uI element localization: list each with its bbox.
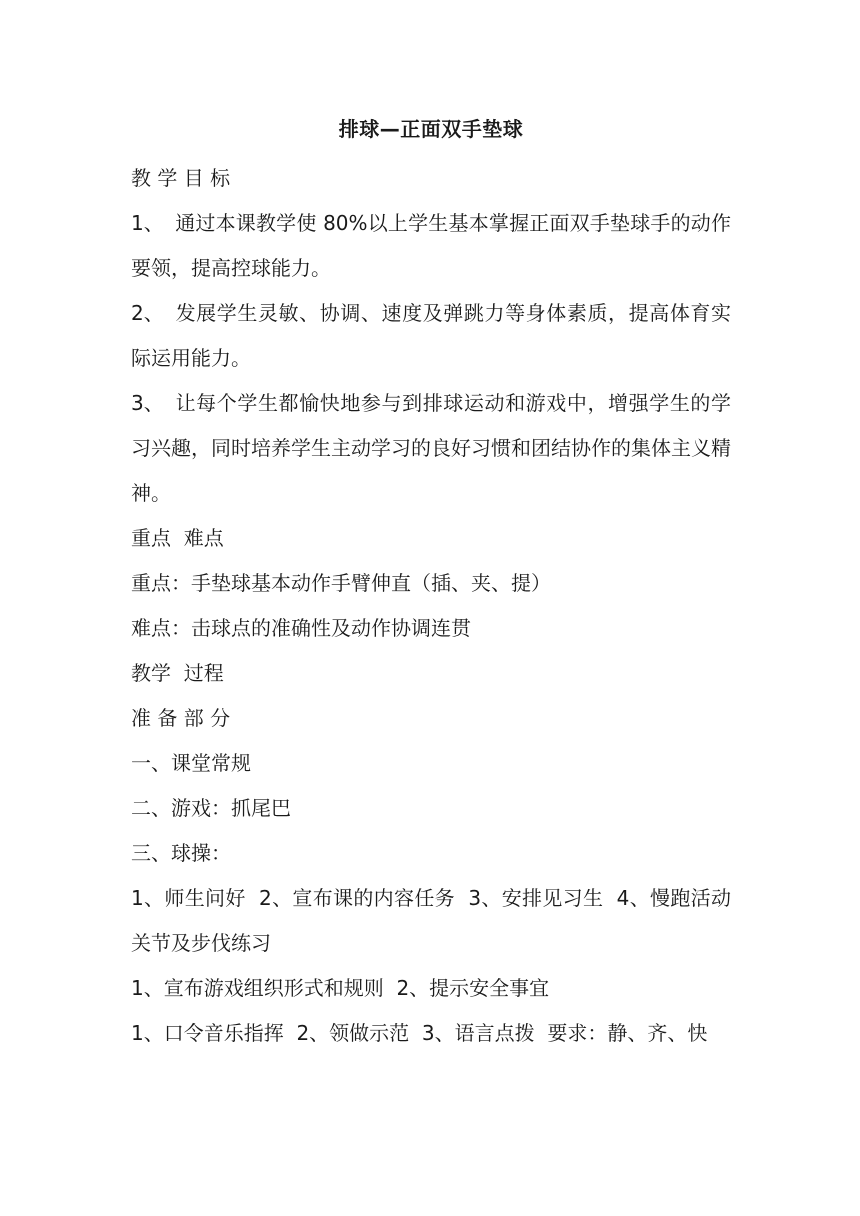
process-heading: 教学 过程: [131, 661, 224, 685]
goal-item-1: [131, 201, 731, 291]
goal-number: 3、: [131, 391, 164, 415]
goals-heading: 教 学 目 标: [131, 166, 231, 190]
page-title: 排球—正面双手垫球: [338, 117, 524, 141]
prep-heading: 准 备 部 分: [131, 706, 231, 730]
key-difficult-heading: 重点 难点: [131, 526, 224, 550]
goal-item-3: [131, 381, 731, 516]
prep-item: 三、球操：: [131, 841, 231, 865]
prep-item: 二、游戏：抓尾巴: [131, 796, 291, 820]
goal-text: 让每个学生都愉快地参与到排球运动和游戏中，增强学生的学习兴趣，同时培养学生主动学习的良好习惯和团结协作的集体主义精神。: [131, 391, 731, 505]
key-point: 重点：手垫球基本动作手臂伸直（插、夹、提）: [131, 571, 551, 595]
detail-line-3: 1、口令音乐指挥 2、领做示范 3、语言点拨 要求：静、齐、快: [131, 1021, 708, 1045]
goal-item-2: [131, 291, 731, 381]
detail-line-2: 1、宣布游戏组织形式和规则 2、提示安全事宜: [131, 976, 550, 1000]
difficult-point: 难点：击球点的准确性及动作协调连贯: [131, 616, 471, 640]
goal-text: 通过本课教学使 80%以上学生基本掌握正面双手垫球手的动作要领，提高控球能力。: [131, 211, 731, 280]
goal-text: 发展学生灵敏、协调、速度及弹跳力等身体素质，提高体育实际运用能力。: [131, 301, 731, 370]
detail-line-1: 1、师生问好 2、宣布课的内容任务 3、安排见习生 4、慢跑活动关节及步伐练习: [131, 886, 731, 955]
goal-number: 1、: [131, 211, 164, 235]
prep-item: 一、课堂常规: [131, 751, 251, 775]
document-content: [131, 112, 731, 1056]
goal-number: 2、: [131, 301, 164, 325]
